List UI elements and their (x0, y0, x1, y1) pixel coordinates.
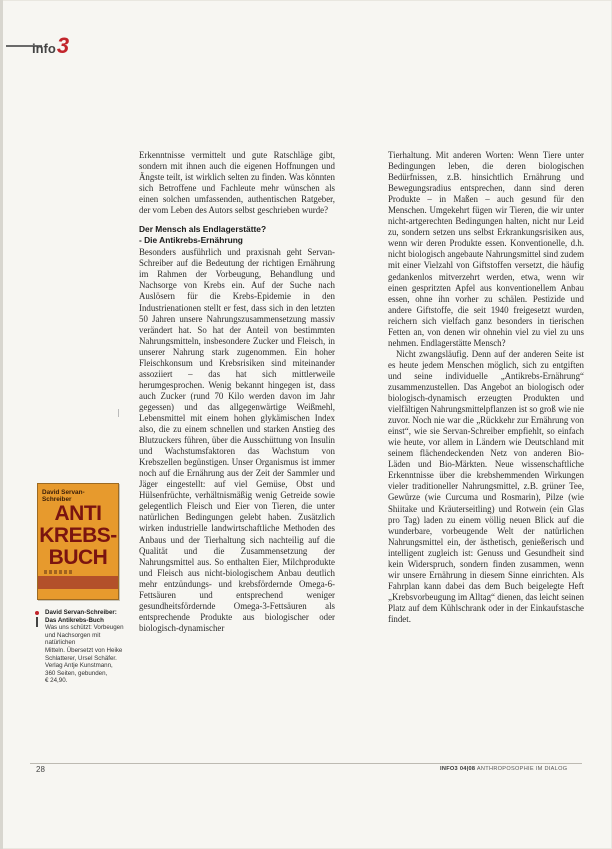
book-cover-decoration (44, 570, 74, 574)
footer-rule (30, 763, 582, 764)
book-cover-image (37, 483, 119, 600)
caption-title: Das Antikrebs-Buch (45, 616, 104, 624)
logo-text: info (32, 41, 56, 56)
caption-bar-icon (36, 617, 38, 627)
paragraph: Besonders ausführlich und praxisnah geht Servan-Schreiber auf die Bedeutung der richtigen Ernährung im Rahmen der Vorbeugung, Behandlung und Nachsorge von Krebs ein. Auf der Suche nach Auslösern für die Krebs-Epidemie in den Industrienationen stellt er fest, dass sich in den letzten 50 Jahren unsere Nahrungszusammensetzung massiv verändert hat. So hat der Anteil von bestimmten Nahrungsmitteln, insbesondere Zucker und Fleisch, in unserer Nahrung stark zugenommen. Ein hoher Fleischkonsum und Krebsrisiken sind miteinander assoziiert – das hat sich mittlerweile herumgesprochen. Wenig bekannt hingegen ist, dass auch Zucker (rund 70 Kilo werden davon im Jahr gegessen) und das allgegenwärtige Weißmehl, Lebensmittel mit einem hohen glykämischen Index also, die zu einem schnellen und starken Anstieg des Blutzuckers führen, über die Ausschüttung von Insulin und Wachstumsfaktoren das Wachstum von Krebszellen begünstigen. Unser Organismus ist immer noch auf die Ernährung aus der Zeit der Sammler und Jäger eingestellt: auf viel Gemüse, Obst und Hülsenfrüchte, verhältnismäßig wenig Getreide sowie gelegentlich Fleisch und Eier von Tieren, die unter natürlichen Bedingungen gelebt haben. Zusätzlich wirken industrielle landwirtschaftliche Methoden des Anbaus und der Tierhaltung sich nachteilig auf die Qualität und die Zusammensetzung der Nahrungsmittel aus. So enthalten Eier, Milchprodukte und Fleisch aus nicht-biologischem Anbau deutlich mehr entzündungs- und krebsfördernde Omega-6-Fettsäuren und entsprechend weniger gesundheitsfördernde Omega-3-Fettsäuren als entsprechende Produkte aus biologischer oder biologisch-dynamischer (139, 247, 335, 633)
magazine-logo (32, 35, 69, 57)
crop-mark (118, 409, 119, 417)
book-cover-band (38, 576, 118, 589)
text-column-right (388, 150, 584, 625)
caption-title: David Servan-Schreiber: (45, 609, 117, 616)
book-cover-title: KREBS- (39, 524, 117, 547)
caption-line: 360 Seiten, gebunden, (45, 669, 108, 677)
footer-issue (440, 766, 590, 772)
book-cover-author: David Servan-Schreiber (42, 489, 85, 503)
caption-line: Was uns schützt: Vorbeugen und Nachsorgen mit natürlichen (45, 624, 124, 647)
section-heading (139, 224, 335, 246)
book-cover-title: BUCH (48, 546, 108, 569)
page-number: 28 (36, 765, 45, 774)
text-column-left (139, 150, 335, 634)
caption-line: Verlag Antje Kunstmann, (45, 662, 113, 670)
caption-line: Mitteln. Übersetzt von Heike Schlatterer, Ursel Schäfer. (45, 646, 123, 662)
section-heading-line: Der Mensch als Endlagerstätte? (139, 224, 267, 235)
caption-line: € 24,90. (45, 677, 68, 685)
paragraph: Erkenntnisse vermittelt und gute Ratschläge gibt, sondern mit ihnen auch die eigenen Hoffnungen und Ängste teilt, ist wirklich selten zu finden. Was könnten sich Betroffene und Fachleute mehr wünschen als einen solchen umfassenden, authentischen Ratgeber, der vom Leben des Autors selbst geschrieben wurde? (139, 150, 335, 216)
book-caption (45, 609, 125, 685)
page-edge (0, 0, 3, 849)
footer-issue-number: INFO3 04|08 (440, 766, 476, 772)
paragraph: Nicht zwangsläufig. Denn auf der anderen Seite ist es heute jedem Menschen möglich, sich zu entgiften und seine individuelle „Antikrebs-Ernährung“ zusammenzustellen. Das Angebot an biologisch oder biologisch-dynamisch erzeugten Produkten und vielfältigen Nahrungsmittelpflanzen ist so groß wie nie zuvor. Noch nie war die „Rückkehr zur Ernährung von einst“, wie sie Servan-Schreiber empfiehlt, so einfach wie heute, vor allem in Ländern wie Deutschland mit seinem flächendeckenden Netz von anderen Bio-Läden und Bio-Märkten. Neue wissenschaftliche Erkenntnisse über die krebshemmenden Wirkungen vieler traditioneller Nahrungsmittel, z.B. grüner Tee, Gewürze (wie Curcuma und Rosmarin), Pilze (wie Shiitake und Kräuterseitling) und Rotwein (ein Glas pro Tag) laden zu einem völlig neuen Blick auf die wunderbare, vorbeugende Welt der natürlichen Nahrungsmittel ein, der ästhetisch, genießerisch und intelligent zugleich ist: Genuss und Gesundheit sind kein Widerspruch, sondern finden zusammen, wenn wir unsere Ernährung in diesem Sinne einrichten. Als Fahrplan kann dabei das dem Buch beigelegte Heft „Krebsvorbeugung im Alltag“ dienen, das leicht seinen Platz auf dem Kühlschrank oder in der Einkaufstasche findet. (388, 348, 584, 624)
section-heading-line: - Die Antikrebs-Ernährung (139, 235, 243, 246)
logo-number: 3 (56, 33, 70, 58)
paragraph: Tierhaltung. Mit anderen Worten: Wenn Tiere unter Bedingungen leben, die deren biologischen Bedürfnissen, z.B. hinsichtlich Ernährung und Bewegungsradius entsprechen, dann sind deren Produkte – in Maßen – auch gesund für den Menschen. Umgekehrt fügen wir Tieren, die wir unter nicht-artgerechten Bedingungen halten, nicht nur Leid zu, sondern setzen uns selbst Erkrankungsrisiken aus, wenn wir deren Produkte essen. Konventionelle, d.h. nicht biologisch angebaute Nahrungsmittel sind zudem mit einer Vielzahl von Giftstoffen versetzt, die häufig gedankenlos mitverzehrt werden, etwa, wenn wir einen gespritzten Apfel aus konventionellem Anbau essen, ohne ihn vorher zu schälen. Pestizide und andere Giftstoffe, die seit 1940 freigesetzt wurden, reichern sich vielfach ganz besonders in tierischen Fetten an, von denen wir ohnehin viel zu viel zu uns nehmen. Endlagerstätte Mensch? (388, 150, 584, 348)
footer-section: ANTHROPOSOPHIE IM DIALOG (476, 766, 568, 772)
book-cover-title: ANTI (54, 502, 102, 525)
caption-bullet-icon (35, 611, 39, 615)
